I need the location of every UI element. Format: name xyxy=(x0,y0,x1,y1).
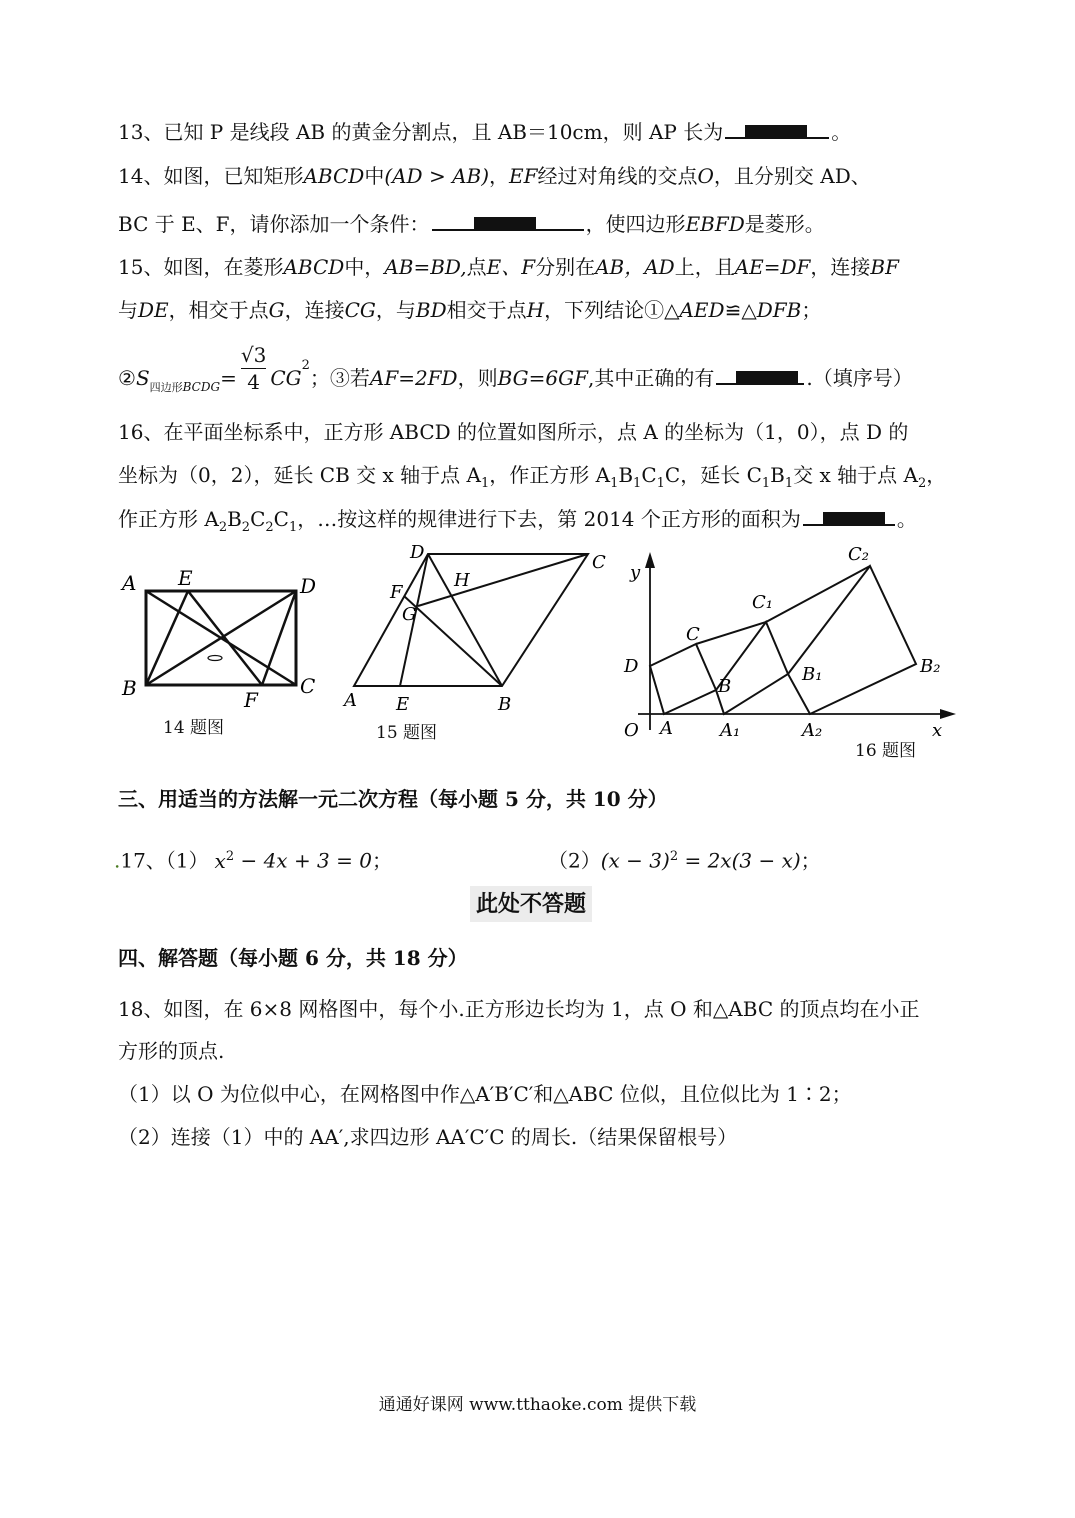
label-c1: C₁ xyxy=(752,592,773,613)
label-e: E xyxy=(396,694,410,715)
figure-16 xyxy=(620,540,960,740)
label-d: D xyxy=(410,542,425,563)
answer-blank xyxy=(725,119,829,139)
figure-14 xyxy=(118,565,328,715)
section-4-title: 四、解答题（每小题 6 分，共 18 分） xyxy=(118,946,468,970)
label-b1: B₁ xyxy=(802,664,823,685)
label-x: x xyxy=(932,720,943,740)
label-e: E xyxy=(178,566,193,590)
question-18-part-2: （2）连接（1）中的 AA′,求四边形 AA′C′C 的周长.（结果保留根号） xyxy=(118,1125,738,1149)
label-o: O xyxy=(624,720,639,740)
label-d: D xyxy=(300,574,317,598)
caption-15: 15 题图 xyxy=(376,723,438,743)
label-b: B xyxy=(498,694,512,715)
square-3 xyxy=(788,566,916,714)
segment-fb xyxy=(404,596,502,686)
figure-15 xyxy=(340,540,615,715)
square-1 xyxy=(650,644,716,714)
question-18-line-1: 18、如图，在 6×8 网格图中，每个小.正方形边长均为 1，点 O 和△ABC 的顶点均在小正 xyxy=(118,997,920,1021)
label-c: C xyxy=(300,674,316,698)
question-17: .17、（1） $x^2 - 4x + 3 = 0$； xyxy=(114,848,392,873)
answer-blank xyxy=(803,506,895,526)
question-15-line-1: 15、如图，在菱形ABCD中，AB=BD,点E、F分别在AB，AD上，且AE=DF，连接BF xyxy=(118,255,899,279)
label-a1: A₁ xyxy=(720,720,741,740)
label-f: F xyxy=(244,688,258,712)
square-2 xyxy=(716,622,788,714)
no-answer-notice: 此处不答题 xyxy=(470,886,592,922)
label-d: D xyxy=(624,656,639,677)
question-13: 13、已知 P 是线段 AB 的黄金分割点，且 AB＝10cm，则 AP 长为 。 xyxy=(118,120,852,144)
answer-blank xyxy=(432,211,584,231)
label-f: F xyxy=(390,582,403,603)
question-18-part-1: （1）以 O 为位似中心，在网格图中作△A′B′C′和△ABC 位似，且位似比为 1∶2； xyxy=(118,1082,852,1106)
label-c2: C₂ xyxy=(848,544,869,565)
label-a: A xyxy=(122,571,137,595)
y-axis-arrow xyxy=(645,552,655,568)
section-3-title: 三、用适当的方法解一元二次方程（每小题 5 分，共 10 分） xyxy=(118,787,668,811)
rhombus-abcd xyxy=(354,554,588,686)
label-a: A xyxy=(344,690,357,711)
question-15-line-3: $②S_{四边形BCDG}=$ $\frac{√3}{4}$ $CG^2$；③若AF=2FD，则BG=6GF,其中正确的有 .（填序号） xyxy=(118,343,913,394)
question-17-part-2: $(2)(x - 3)^2 = 2x(3 - x)$； xyxy=(548,848,821,873)
label-h: H xyxy=(454,570,470,591)
fraction-sqrt3-over-4: $\frac{√3}{4}$ xyxy=(240,343,267,394)
label-c: C xyxy=(686,624,700,645)
question-16-line-1: 16、在平面坐标系中，正方形 ABCD 的位置如图所示，点 A 的坐标为（1，0），点 D 的 xyxy=(118,420,909,444)
label-g: G xyxy=(402,604,417,625)
caption-14: 14 题图 xyxy=(163,718,225,738)
caption-16: 16 题图 xyxy=(855,741,917,761)
edge-c-c1 xyxy=(696,622,766,644)
center-mark xyxy=(208,656,222,661)
question-15-line-2: 与DE，相交于点G，连接CG，与BD相交于点H，下列结论①△AED≌△DFB； xyxy=(118,298,822,322)
segment-ef xyxy=(188,591,262,685)
label-c: C xyxy=(592,552,606,573)
question-18-line-2: 方形的顶点. xyxy=(118,1039,225,1063)
edge-c1-c2 xyxy=(766,566,870,622)
question-16-line-3: 作正方形 $A_2B_2C_2C_1$，…按这样的规律进行下去，第 2014 个正方形的面积为 。 xyxy=(118,507,917,535)
question-14-line-2: BC 于 E、F，请你添加一个条件： ，使四边形EBFD是菱形。 xyxy=(118,212,825,236)
label-b: B xyxy=(718,676,732,697)
question-16-line-2: 坐标为（0，2），延长 CB 交 x 轴于点 $A_1$，作正方形 $A_1B_1C_1C$，延长 $C_1B_1$交 x 轴于点 $A_2$， xyxy=(118,463,947,491)
label-b2: B₂ xyxy=(920,656,941,677)
x-axis-arrow xyxy=(940,709,956,719)
label-y: y xyxy=(630,562,641,583)
label-a2: A₂ xyxy=(802,720,823,740)
segment-fd xyxy=(262,591,296,685)
answer-blank xyxy=(716,365,804,385)
label-b: B xyxy=(122,676,137,700)
question-14-line-1: 14、如图，已知矩形ABCD中(AD > AB)，EF经过对角线的交点O，且分别交 AD、 xyxy=(118,164,871,188)
label-a: A xyxy=(660,718,673,739)
footer: 通通好课网 www.tthaoke.com 提供下载 xyxy=(378,1395,697,1415)
